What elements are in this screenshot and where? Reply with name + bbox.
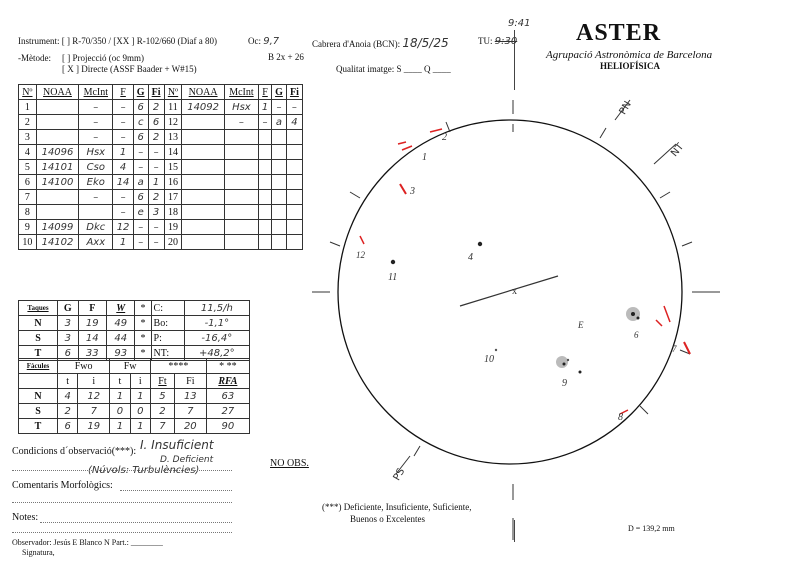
star-one: * [219,360,225,372]
table-cell: 19 [78,419,110,434]
group-label: 8 [618,412,623,423]
table-row [19,389,250,404]
group-label: 3 [410,186,415,197]
table-cell: 14099 [36,220,79,235]
spot [495,349,497,351]
table-cell: – [148,160,164,175]
table-cell [182,190,225,205]
location [312,36,449,50]
table-cell: -1,1° [184,316,249,331]
table-cell [258,235,271,250]
table-cell: 9 [19,220,37,235]
dotted-line [12,502,232,503]
conditions-hand-1: I. Insuficient [140,438,214,452]
col-header: Fi [148,85,164,100]
col-header: Fwo [58,359,110,374]
table-row [19,115,303,130]
notes-label: Notes: [12,512,39,523]
brand-section: HELIOFÍSICA [600,61,661,71]
table-cell [182,145,225,160]
group-label: 12 [356,250,365,260]
group-label: 10 [484,354,494,365]
table-cell: Hsx [224,100,258,115]
spot [478,242,482,246]
table-cell: 90 [206,419,249,434]
table-cell: – [113,205,134,220]
table-row [19,205,303,220]
c-value: 11,5/h [184,301,249,316]
table-cell [182,130,225,145]
table-cell: 6 [58,346,79,361]
table-cell [36,190,79,205]
table-cell: Eko [79,175,113,190]
col-header: Fi [286,85,302,100]
table-cell [182,160,225,175]
table-cell: 6 [133,190,148,205]
table-cell [182,175,225,190]
table-cell: 33 [78,346,106,361]
table-row [19,316,250,331]
table-cell: N [19,389,58,404]
table-cell [224,145,258,160]
perimeter-tick [682,242,692,246]
table-cell [224,160,258,175]
col-header: Nº [164,85,182,100]
table-cell: – [286,100,302,115]
table-cell: 14092 [182,100,225,115]
table-cell [36,205,79,220]
table-cell: – [79,115,113,130]
tu-field [478,36,517,47]
table-row [19,130,303,145]
perimeter-tick [446,122,450,132]
group-label: 9 [562,378,567,389]
table-cell [36,100,79,115]
col-header: RFA [206,374,249,389]
table-cell: – [113,115,134,130]
brand-title: ASTER [576,20,662,46]
table-row [19,404,250,419]
faculae-table [18,358,250,434]
col-header: Fw [110,359,151,374]
table-cell: 6 [133,130,148,145]
table-row [19,100,303,115]
col-header: G [133,85,148,100]
facula-mark [398,142,412,150]
method-label: -Mètode: [18,53,51,63]
faculae-header-row [19,374,250,389]
method-direct: [ X ] Directe (ASSF Baader + W#15) [62,64,197,74]
table-cell: 6 [148,115,164,130]
table-cell: 14102 [36,235,79,250]
table-cell: 1 [110,389,130,404]
facula-mark [400,184,406,194]
table-cell: * [135,346,151,361]
table-cell: 7 [150,419,174,434]
perimeter-tick [600,128,606,138]
table-cell: 1 [148,175,164,190]
quality [336,64,451,74]
faculae-top-row [19,359,250,374]
table-cell [258,130,271,145]
location-label: Cabrera d'Anoia (BCN): [312,39,401,49]
col-header: i [130,374,150,389]
table-cell: 1 [113,145,134,160]
table-cell [272,205,287,220]
table-cell: 49 [107,316,135,331]
col-header: W [107,301,135,316]
table-row [19,419,250,434]
col-header: t [110,374,130,389]
table-cell: – [133,145,148,160]
spot-penumbra [556,356,568,368]
table-cell: – [148,145,164,160]
table-cell: 6 [133,100,148,115]
group-label: 4 [468,252,473,263]
faculae-body [19,389,250,434]
table-cell: e [133,205,148,220]
col-header: **** [150,359,206,374]
table-cell: – [79,130,113,145]
table-row [19,160,303,175]
solar-disk-drawing [300,80,800,550]
table-cell: 11 [164,100,182,115]
table-cell: 3 [19,130,37,145]
table-cell [272,160,287,175]
table-cell: S [19,331,58,346]
table-cell: – [148,235,164,250]
group-label: 6 [634,330,639,340]
table-cell: 20 [174,419,206,434]
table-cell: 3 [148,205,164,220]
table-cell: 2 [19,115,37,130]
col-header: F [258,85,271,100]
col-header: Fi [174,374,206,389]
instrument-label: Instrument: [18,36,60,46]
table-cell [272,175,287,190]
table-cell: 0 [110,404,130,419]
table-cell: 1 [130,389,150,404]
oc-value: 9,7 [263,36,280,47]
table-cell: 8 [19,205,37,220]
table-cell: 4 [286,115,302,130]
date-value: 18/5/25 [402,36,449,50]
col-header: F [113,85,134,100]
table-cell [272,235,287,250]
group-label: 2 [442,132,447,143]
table-cell: N [19,316,58,331]
group-label: 1 [422,152,427,163]
method-projection: [ ] Projecció (oc 9mm) [62,53,144,63]
table-cell: a [272,115,287,130]
spot [391,260,395,264]
col-header [206,359,249,374]
table-cell [224,190,258,205]
table-cell [182,235,225,250]
table-cell: c [133,115,148,130]
table-cell: – [79,190,113,205]
table-cell: a [133,175,148,190]
table-cell: 7 [78,404,110,419]
table-cell: 44 [107,331,135,346]
no-obs-label: NO OBS. [270,458,309,469]
table-cell: Bo: [151,316,184,331]
table-cell: 15 [164,160,182,175]
solar-disk-circle [338,120,682,464]
conditions-label: Condicions d´observació(***): [12,446,137,457]
table-cell [258,220,271,235]
table-cell [272,130,287,145]
legend-line-2: Buenos o Excelentes [350,514,425,524]
table-cell [224,220,258,235]
table-cell [272,220,287,235]
groups-header-row [19,85,303,100]
table-cell: 17 [164,190,182,205]
table-cell: 18 [164,205,182,220]
groups-body [19,100,303,250]
table-cell: 14101 [36,160,79,175]
table-cell: T [19,346,58,361]
table-cell: 12 [78,389,110,404]
groups-table [18,84,303,250]
tu-value: 9:41 [508,18,531,29]
col-header: * [135,301,151,316]
table-cell [258,175,271,190]
table-cell: S [19,404,58,419]
spots-body [19,316,250,361]
table-cell: 4 [19,145,37,160]
dotted-line [12,532,232,533]
table-cell: 1 [258,100,271,115]
quality-q: Q ____ [424,64,451,74]
star-two: ** [226,360,237,372]
table-cell: 1 [113,235,134,250]
col-header: Ft [150,374,174,389]
table-cell [36,115,79,130]
perimeter-tick [414,446,420,456]
conditions-hand-3: (Núvols: Turbulències) [88,465,200,476]
table-cell: 4 [58,389,78,404]
table-cell: 2 [148,190,164,205]
table-row [19,190,303,205]
col-header: NOAA [36,85,79,100]
col-header: G [58,301,79,316]
facula-mark [656,306,670,326]
instrument-line [18,36,217,46]
spot [631,312,635,316]
col-header: McInt [79,85,113,100]
perimeter-tick [660,192,670,198]
table-row [19,235,303,250]
table-cell: – [113,130,134,145]
table-cell: 27 [206,404,249,419]
spots-header-row [19,301,250,316]
table-cell: 16 [164,175,182,190]
table-cell: * [135,331,151,346]
table-cell: 13 [174,389,206,404]
table-cell: 63 [206,389,249,404]
label-pn: PN [617,99,634,117]
table-cell: 14100 [36,175,79,190]
table-cell: – [79,100,113,115]
perimeter-tick [350,192,360,198]
table-cell: Hsx [79,145,113,160]
table-cell: 1 [110,419,130,434]
table-cell [224,235,258,250]
table-cell: – [133,160,148,175]
spot [563,363,566,366]
table-cell [182,205,225,220]
table-cell: 13 [164,130,182,145]
table-cell: 0 [130,404,150,419]
table-cell [224,205,258,220]
table-cell [224,130,258,145]
table-cell [224,175,258,190]
table-row [19,145,303,160]
col-header: C: [151,301,184,316]
table-cell: 6 [58,419,78,434]
col-header: i [78,374,110,389]
table-cell: 2 [58,404,78,419]
table-cell: 3 [58,331,79,346]
separator-line [514,520,516,542]
table-cell: 2 [150,404,174,419]
brand-subtitle: Agrupació Astronòmica de Barcelona [546,49,713,61]
table-cell [182,115,225,130]
table-cell: – [133,235,148,250]
signature-label: Signatura, [22,548,55,557]
table-cell: – [133,220,148,235]
table-row [19,331,250,346]
table-cell: 3 [58,316,79,331]
group-label: 7 [672,344,677,354]
observer-line: Observador: Jesús E Blanco N Part.: ________ [12,538,163,547]
col-header: t [58,374,78,389]
table-cell [258,190,271,205]
table-cell: 14 [164,145,182,160]
table-cell: 20 [164,235,182,250]
table-row [19,175,303,190]
table-cell: 10 [19,235,37,250]
table-cell [258,145,271,160]
label-e: E [578,320,584,330]
conditions-hand-2: D. Deficient [160,455,214,465]
quality-label: Qualitat imatge: [336,64,395,74]
table-cell: – [148,220,164,235]
spots-table [18,300,250,361]
table-cell [182,220,225,235]
table-cell [272,190,287,205]
table-row [19,220,303,235]
table-cell: – [224,115,258,130]
col-header: McInt [224,85,258,100]
table-cell: – [113,190,134,205]
table-cell: 4 [113,160,134,175]
perimeter-tick [330,242,340,246]
table-cell: 1 [19,100,37,115]
col-header: NOAA [182,85,225,100]
table-cell: 14 [78,331,106,346]
table-cell: 19 [78,316,106,331]
barlow: B 2x + 26 [268,52,304,62]
oc-field [248,36,279,47]
oc-label: Oc: [248,36,261,46]
faculae-title: Fàcules [19,359,58,374]
table-cell: Axx [79,235,113,250]
table-cell: 2 [148,100,164,115]
table-cell: 14096 [36,145,79,160]
table-cell: Cso [79,160,113,175]
instrument-options: [ ] R-70/350 / [XX ] R-102/660 (Diaf a 80) [61,36,217,46]
table-cell: 93 [107,346,135,361]
table-cell: 5 [150,389,174,404]
table-cell: NT: [151,346,184,361]
spots-title: Taques [19,301,58,316]
blank-cell [19,374,58,389]
tu-label: TU: [478,36,493,46]
table-cell: 19 [164,220,182,235]
table-cell: – [258,115,271,130]
col-header: Nº [19,85,37,100]
table-cell: 2 [148,130,164,145]
table-cell [272,145,287,160]
dotted-line [120,490,232,491]
spot [637,317,640,320]
table-cell [36,130,79,145]
table-cell [258,205,271,220]
facula-mark [430,129,442,132]
table-cell: * [135,316,151,331]
table-cell [258,160,271,175]
table-cell: – [272,100,287,115]
table-cell: 6 [19,175,37,190]
spot [567,359,569,361]
table-cell: – [113,100,134,115]
col-header: G [272,85,287,100]
table-cell: 5 [19,160,37,175]
diameter-label: D = 139,2 mm [628,524,675,533]
dotted-line [40,522,232,523]
spot [579,371,582,374]
table-cell: 1 [130,419,150,434]
table-cell: T [19,419,58,434]
col-header: F [78,301,106,316]
group-label: 11 [388,272,398,283]
morph-label: Comentaris Morfològics: [12,480,113,491]
table-cell: -16,4° [184,331,249,346]
table-cell: 14 [113,175,134,190]
table-cell: Dkc [79,220,113,235]
quality-s: S ____ [396,64,422,74]
perimeter-tick [640,406,648,414]
table-cell: 7 [19,190,37,205]
table-cell: P: [151,331,184,346]
facula-mark [360,236,364,244]
table-cell: 12 [164,115,182,130]
legend-line-1: (***) Deficiente, Insuficiente, Suficiente, [322,502,472,512]
label-nt: NT [669,141,687,160]
table-cell: 7 [174,404,206,419]
dotted-line [12,470,232,471]
ecliptic-line [460,276,558,306]
table-cell [79,205,113,220]
table-cell: 12 [113,220,134,235]
label-ps: PS [391,466,408,483]
tu-struck: 9:30 [494,36,518,47]
center-mark: x [512,286,517,297]
table-cell: +48,2° [184,346,249,361]
